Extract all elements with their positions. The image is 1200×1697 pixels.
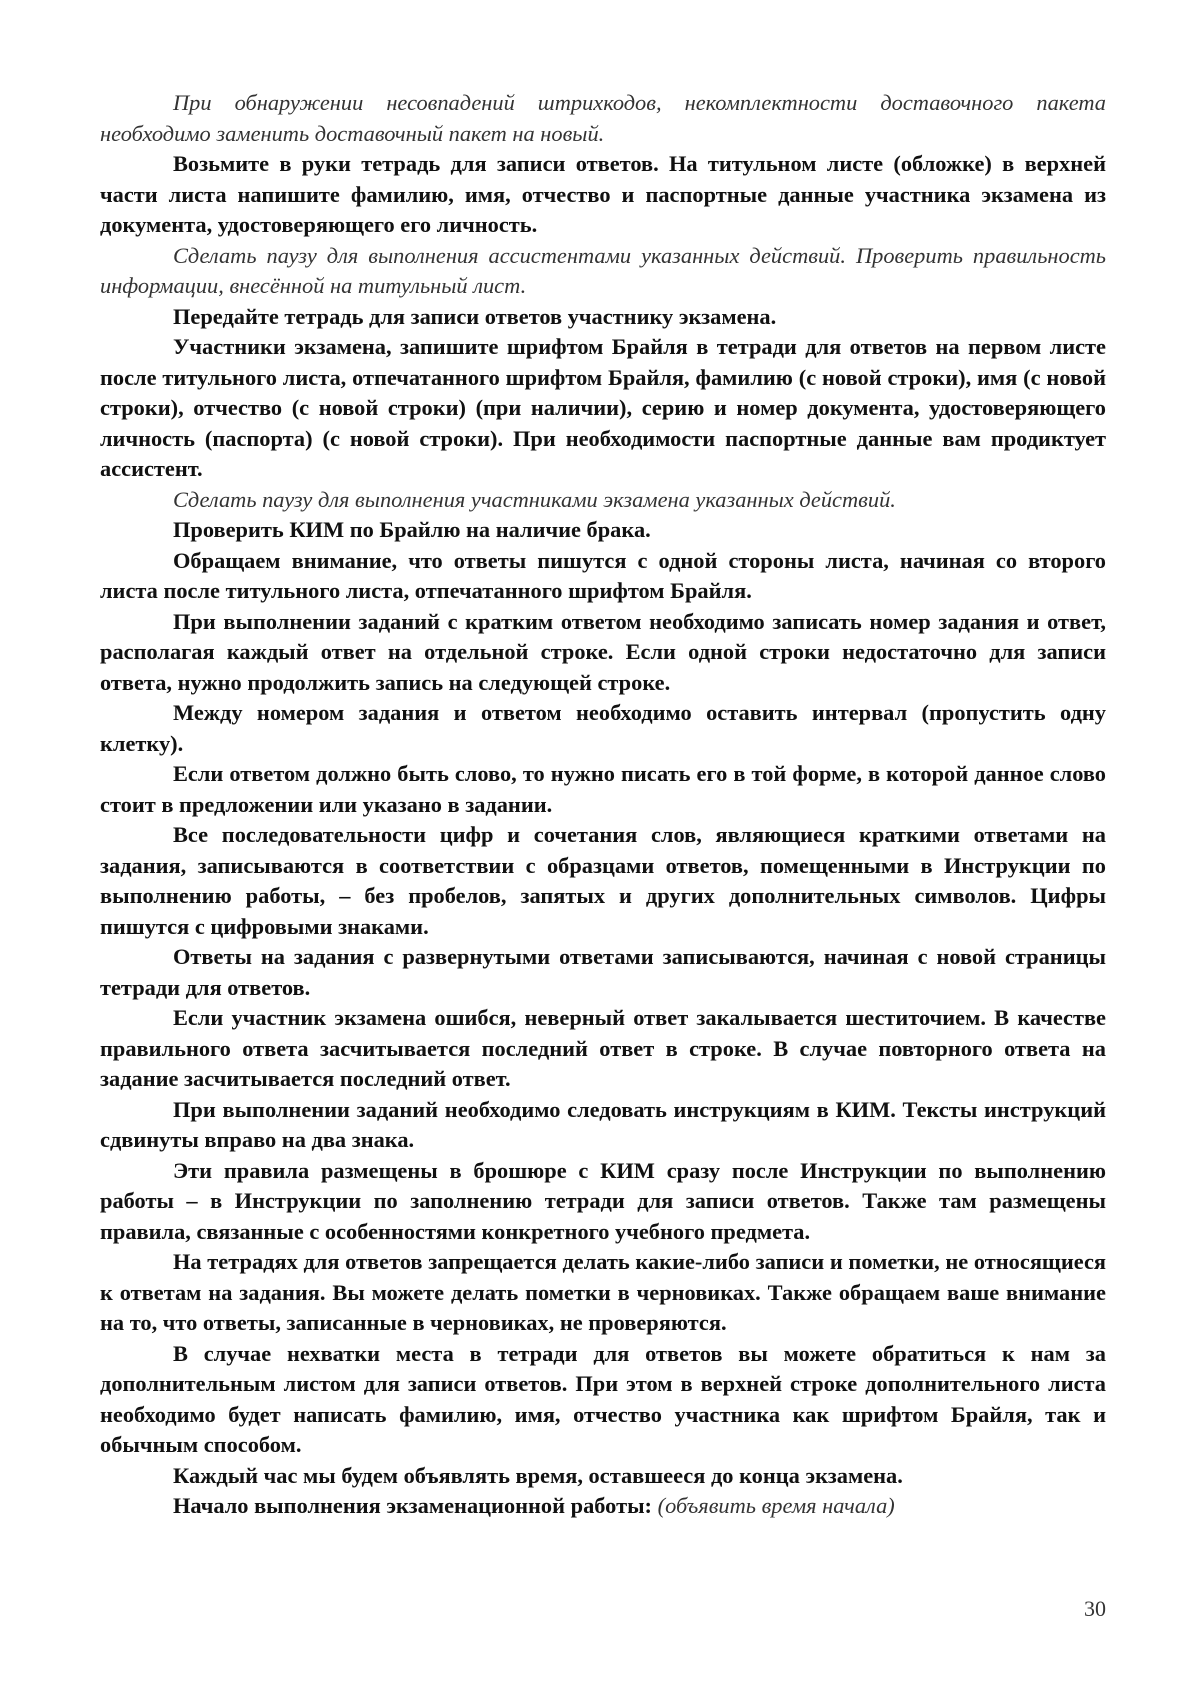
exam-start-line [100, 1491, 1106, 1522]
instruction-note: Сделать паузу для выполнения ассистентами указанных действий. Проверить правильность информации, внесённой на титульный лист. [100, 242, 1106, 298]
spoken-instruction: Если участник экзамена ошибся, неверный ответ закалывается шеститочием. В качестве правильного ответа засчитывается последний ответ в строке. В случае повторного ответа на задание засчитывается последний ответ. [100, 1005, 1106, 1091]
exam-start-note: (объявить время начала) [657, 1493, 895, 1518]
spoken-instruction: Проверить КИМ по Брайлю на наличие брака. [173, 517, 651, 542]
spoken-instruction: Участники экзамена, запишите шрифтом Брайля в тетради для ответов на первом листе после титульного листа, отпечатанного шрифтом Брайля, фамилию (с новой строки), имя (с новой строки), отчество (с новой строки) (при наличии), серию и номер документа, удостоверяющего личность (паспорта) (с новой строки). При необходимости паспортные данные вам продиктует ассистент. [100, 334, 1106, 481]
spoken-instruction: Обращаем внимание, что ответы пишутся с одной стороны листа, начиная со второго листа после титульного листа, отпечатанного шрифтом Брайля. [100, 547, 1106, 603]
spoken-instruction: Каждый час мы будем объявлять время, оставшееся до конца экзамена. [173, 1462, 903, 1488]
spoken-instruction: Все последовательности цифр и сочетания слов, являющиеся краткими ответами на задания, записываются в соответствии с образцами ответов, помещенными в Инструкции по выполнению работы, – без пробелов, запятых и других дополнительных символов. Цифры пишутся с цифровыми знаками. [100, 822, 1106, 939]
spoken-instruction: В случае нехватки места в тетради для ответов вы можете обратиться к нам за дополнительным листом для записи ответов. При этом в верхней строке дополнительного листа необходимо будет написать фамилию, имя, отчество участника как шрифтом Брайля, так и обычным способом. [100, 1340, 1106, 1457]
spoken-instruction: При выполнении заданий с кратким ответом необходимо записать номер задания и ответ, располагая каждый ответ на отдельной строке. Если одной строки недостаточно для записи ответа, нужно продолжить запись на следующей строке. [100, 608, 1106, 695]
spoken-instruction: Возьмите в руки тетрадь для записи ответов. На титульном листе (обложке) в верхней части листа напишите фамилию, имя, отчество и паспортные данные участника экзамена из документа, удостоверяющего его личность. [100, 151, 1106, 237]
spoken-instruction: Между номером задания и ответом необходимо оставить интервал (пропустить одну клетку). [100, 700, 1106, 756]
document-page: При обнаружении несовпадений штрихкодов, некомплектности доставочного пакета необходимо заменить доставочный пакет на новый. Возьмите в руки тетрадь для записи ответов. На титульном листе (обложке) в верхней части листа напишите фамилию, имя, отчество и паспортные данные участника экзамена из документа, удостоверяющего его личность. Сделать паузу для выполнения ассистентами указанных действий. Проверить правильность информации, внесённой на титульный лист. Передайте тетрадь для записи ответов участнику экзамена. Участники экзамена, запишите шрифтом Брайля в тетради для ответов на первом листе после титульного листа, отпечатанного шрифтом Брайля, фамилию (с новой строки), имя (с новой строки), отчество (с новой строки) (при наличии), серию и номер документа, удостоверяющего личность (паспорта) (с новой строки). При необходимости паспортные данные вам продиктует ассистент. Сделать паузу для выполнения участниками экзамена указанных действий. Проверить КИМ по Брайлю на наличие брака. Обращаем внимание, что ответы пишутся с одной стороны листа, начиная со второго листа после титульного листа, отпечатанного шрифтом Брайля. При выполнении заданий с кратким ответом необходимо записать номер задания и ответ, располагая каждый ответ на отдельной строке. Если одной строки недостаточно для записи ответа, нужно продолжить запись на следующей строке. Между номером задания и ответом необходимо оставить интервал (пропустить одну клетку). Если ответом должно быть слово, то нужно писать его в той форме, в которой данное слово стоит в предложении или указано в задании. Все последовательности цифр и сочетания слов, являющиеся краткими ответами на задания, записываются в соответствии с образцами ответов, помещенными в Инструкции по выполнению работы, – без пробелов, запятых и других дополнительных символов. Цифры пишутся с цифровыми знаками. Ответы на задания с развернутыми ответами записываются, начиная с новой страницы тетради для ответов. Если участник экзамена ошибся, неверный ответ закалывается шеститочием. В качестве правильного ответа засчитывается последний ответ в строке. В случае повторного ответа на задание засчитывается последний ответ. При выполнении заданий необходимо следовать инструкциям в КИМ. Тексты инструкций сдвинуты вправо на два знака. Эти правила размещены в брошюре с КИМ сразу после Инструкции по выполнению работы – в Инструкции по заполнению тетради для записи ответов. Также там размещены правила, связанные с особенностями конкретного учебного предмета. На тетрадях для ответов запрещается делать какие-либо записи и пометки, не относящиеся к ответам на задания. Вы можете делать пометки в черновиках. Также обращаем ваше внимание на то, что ответы, записанные в черновиках, не проверяются. В случае нехватки места в тетради для ответов вы можете обратиться к нам за дополнительным листом для записи ответов. При этом в верхней строке дополнительного листа необходимо будет написать фамилию, имя, отчество участника как шрифтом Брайля, так и обычным способом. Каждый час мы будем объявлять время, оставшееся до конца экзамена. Начало выполнения экзаменационной работы: (объявить время начала) 30 [0, 0, 1200, 1697]
spoken-instruction: Передайте тетрадь для записи ответов участнику экзамена. [173, 303, 777, 329]
spoken-instruction: На тетрадях для ответов запрещается делать какие-либо записи и пометки, не относящиеся к ответам на задания. Вы можете делать пометки в черновиках. Также обращаем ваше внимание на то, что ответы, записанные в черновиках, не проверяются. [100, 1249, 1106, 1335]
instruction-note: Сделать паузу для выполнения участниками экзамена указанных действий. [173, 486, 896, 512]
spoken-instruction: Эти правила размещены в брошюре с КИМ сразу после Инструкции по выполнению работы – в Инструкции по заполнению тетради для записи ответов. Также там размещены правила, связанные с особенностями конкретного учебного предмета. [100, 1157, 1106, 1244]
exam-start-label: Начало выполнения экзаменационной работы: [173, 1493, 653, 1518]
spoken-instruction: При выполнении заданий необходимо следовать инструкциям в КИМ. Тексты инструкций сдвинуты вправо на два знака. [100, 1096, 1106, 1152]
document-body [100, 88, 1106, 1522]
spoken-instruction: Если ответом должно быть слово, то нужно писать его в той форме, в которой данное слово стоит в предложении или указано в задании. [100, 761, 1106, 817]
spoken-instruction: Ответы на задания с развернутыми ответами записываются, начиная с новой страницы тетради для ответов. [100, 944, 1106, 1000]
instruction-note: При обнаружении несовпадений штрихкодов, некомплектности доставочного пакета необходимо заменить доставочный пакет на новый. [100, 90, 1106, 146]
